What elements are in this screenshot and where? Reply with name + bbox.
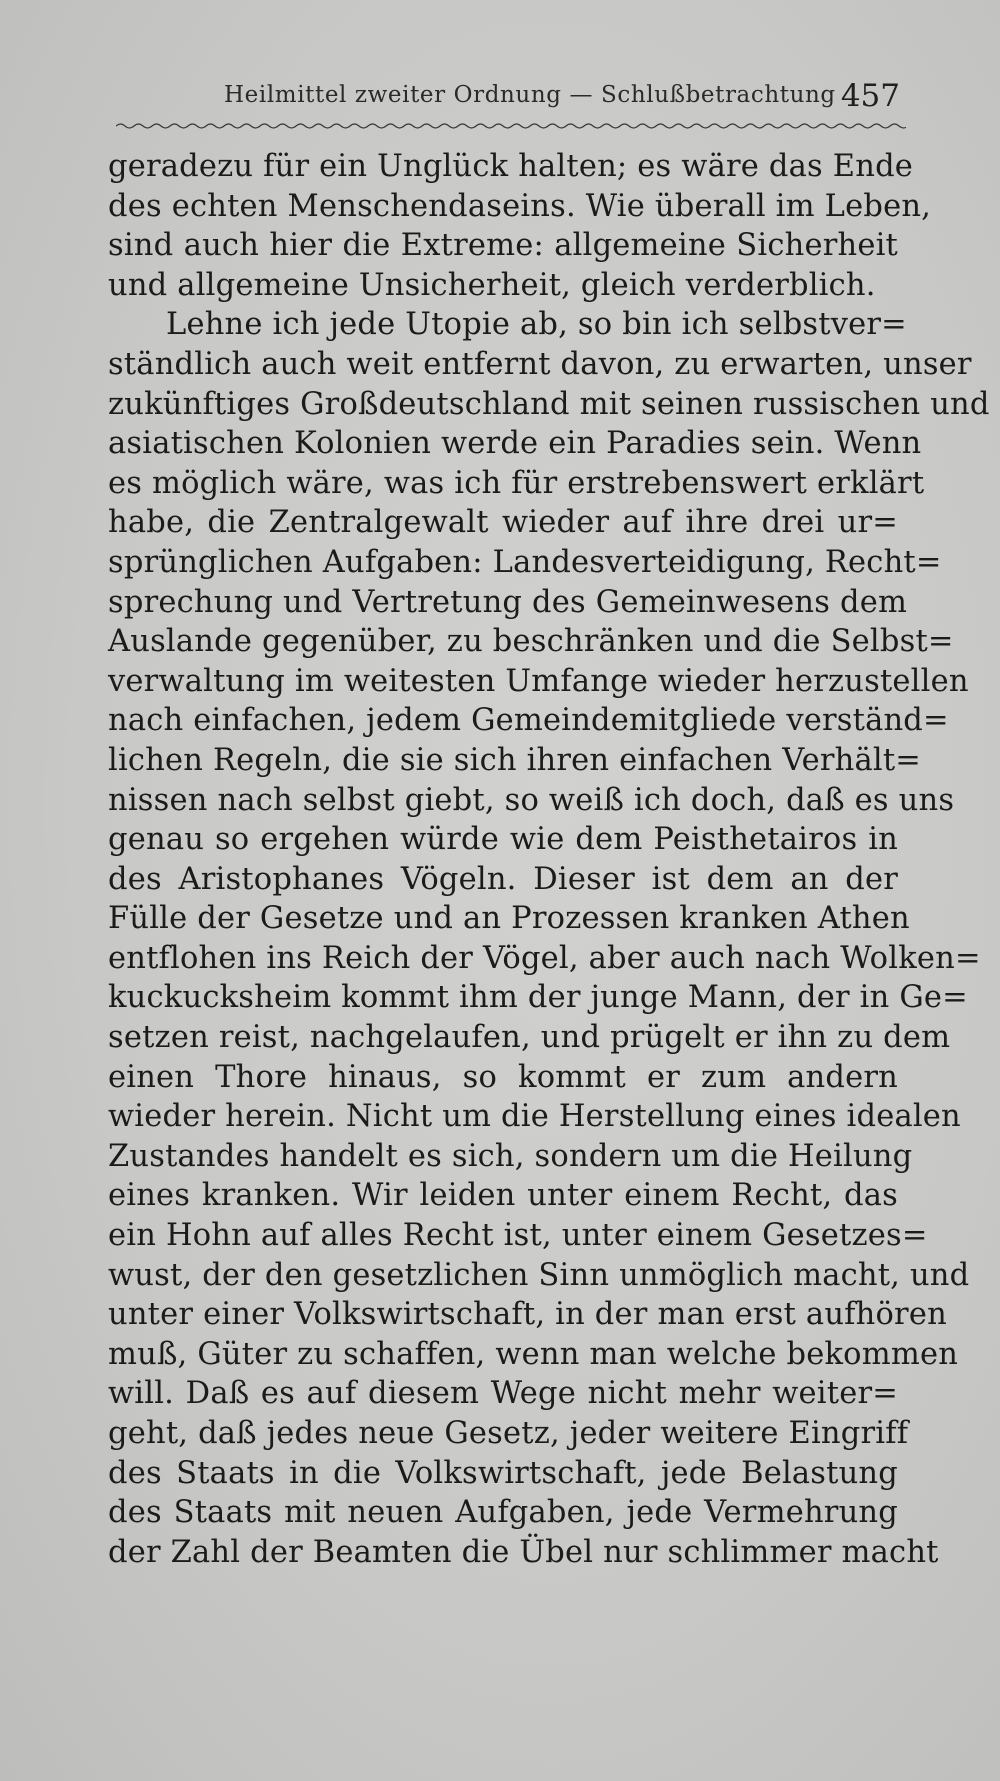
text-line: nissen nach selbst giebt, so weiß ich doch, daß es uns [108,782,955,818]
text-line: des Staats in die Volkswirtschaft, jede Belastung [108,1455,898,1491]
text-line: zukünftiges Großdeutschland mit seinen russischen und [108,386,990,422]
text-line: lichen Regeln, die sie sich ihren einfachen Verhält= [108,742,922,778]
text-line: wust, der den gesetzlichen Sinn unmöglich macht, und [108,1257,970,1293]
text-line: genau so ergehen würde wie dem Peisthetairos in [108,822,898,858]
text-line: des Aristophanes Vögeln. Dieser ist dem an der [108,861,898,897]
text-line: sprünglichen Aufgaben: Landesverteidigung, Recht= [108,544,942,580]
text-line: ständlich auch weit entfernt davon, zu erwarten, unser [108,346,972,382]
text-line: unter einer Volkswirtschaft, in der man erst aufhören [108,1297,947,1333]
text-line: geradezu für ein Unglück halten; es wäre das Ende [108,149,914,184]
page-number: 457 [840,78,900,114]
text-line: verwaltung im weitesten Umfange wieder herzustellen [108,663,969,699]
text-line: des Staats mit neuen Aufgaben, jede Vermehrung [108,1495,898,1531]
text-line: habe, die Zentralgewalt wieder auf ihre drei ur= [108,505,898,541]
running-title: Heilmittel zweiter Ordnung — Schlußbetrachtung [224,82,836,108]
body-text [108,147,990,1572]
text-line: entflohen ins Reich der Vögel, aber auch nach Wolken= [108,940,981,976]
text-line: und allgemeine Unsicherheit, gleich verderblich. [108,267,876,303]
text-line: sind auch hier die Extreme: allgemeine Sicherheit [108,228,898,264]
text-line: Fülle der Gesetze und an Prozessen kranken Athen [108,901,910,937]
running-head [108,78,900,128]
text-line: ein Hohn auf alles Recht ist, unter einem Gesetzes= [108,1218,928,1254]
text-line: eines kranken. Wir leiden unter einem Recht, das [108,1178,898,1214]
text-line: setzen reist, nachgelaufen, und prügelt er ihn zu dem [108,1020,951,1056]
text-line: kuckucksheim kommt ihm der junge Mann, der in Ge= [108,980,968,1016]
text-line: will. Daß es auf diesem Wege nicht mehr weiter= [108,1376,898,1412]
text-line: sprechung und Vertretung des Gemeinwesens dem [108,584,908,620]
text-line: geht, daß jedes neue Gesetz, jeder weitere Eingriff [108,1416,909,1451]
text-line: muß, Güter zu schaffen, wenn man welche bekommen [108,1336,959,1372]
text-line: asiatischen Kolonien werde ein Paradies sein. Wenn [108,426,922,462]
text-line: Lehne ich jede Utopie ab, so bin ich selbstver= [166,307,907,343]
decorative-wavy-rule [116,120,906,132]
text-line: Auslande gegenüber, zu beschränken und die Selbst= [108,624,954,660]
text-line: wieder herein. Nicht um die Herstellung eines idealen [108,1099,961,1135]
text-line: nach einfachen, jedem Gemeindemitgliede verständ= [108,703,949,739]
text-line: es möglich wäre, was ich für erstrebenswert erklärt [108,465,925,501]
text-line: des echten Menschendaseins. Wie überall im Leben, [108,188,932,224]
text-line: Zustandes handelt es sich, sondern um die Heilung [108,1138,913,1174]
text-line: einen Thore hinaus, so kommt er zum andern [108,1059,898,1095]
text-line: der Zahl der Beamten die Übel nur schlimmer macht [108,1534,939,1570]
